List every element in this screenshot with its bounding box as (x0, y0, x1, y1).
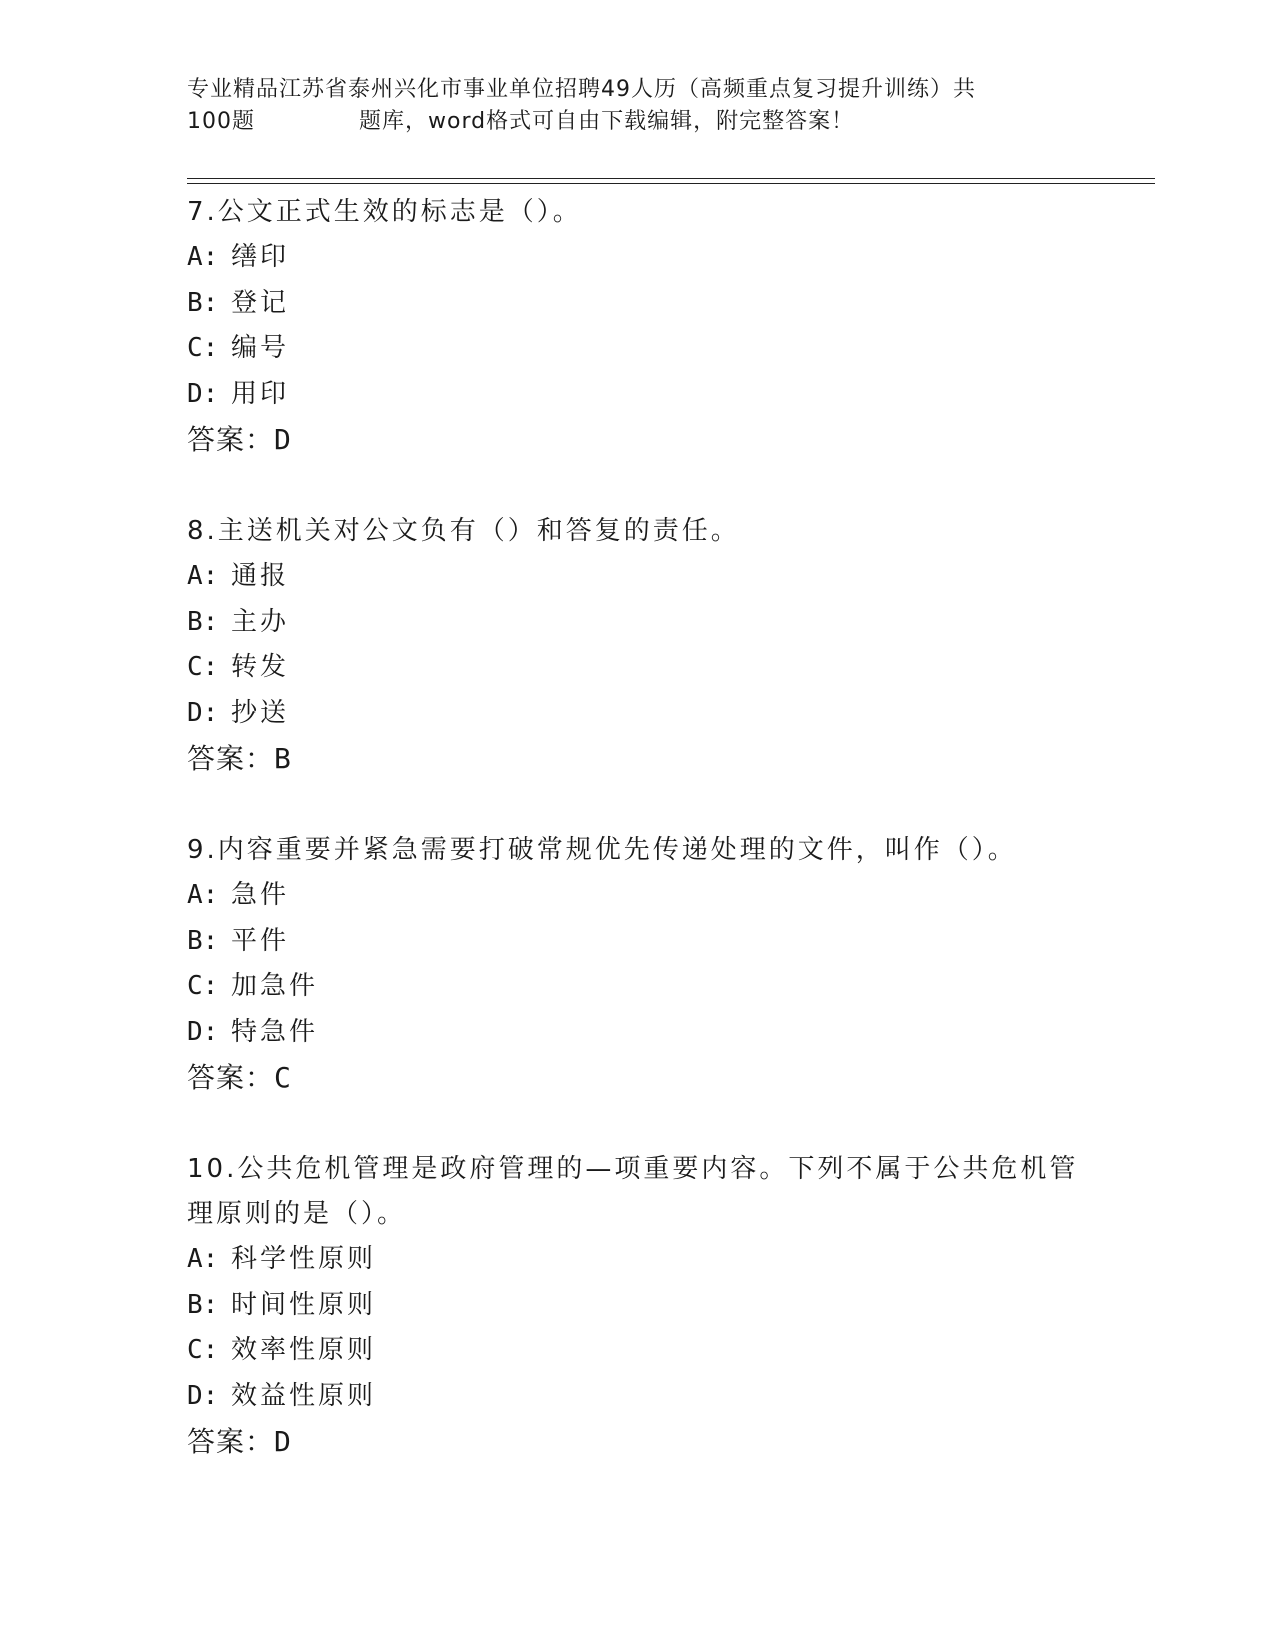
header-line-1: 专业精品江苏省泰州兴化市事业单位招聘49人历（高频重点复习提升训练）共 (187, 77, 976, 102)
option-letter: C: (187, 1335, 219, 1365)
question-7 (187, 190, 1087, 463)
option-text: 转发 (231, 652, 290, 682)
option-b (187, 1283, 1087, 1329)
option-c (187, 326, 1087, 372)
question-text-line-2: 理原则的是（）。 (187, 1199, 407, 1229)
question-10 (187, 1147, 1087, 1465)
question-8 (187, 509, 1087, 782)
option-text: 效率性原则 (231, 1335, 377, 1365)
option-letter: B: (187, 925, 219, 956)
question-list (187, 190, 1087, 1511)
option-text: 通报 (231, 561, 290, 591)
answer-label: 答案： (187, 1061, 275, 1094)
answer-line (187, 1419, 1087, 1465)
option-d (187, 372, 1087, 418)
option-text: 用印 (231, 378, 290, 409)
option-d (187, 1010, 1087, 1056)
answer-line (187, 736, 1087, 782)
header-divider-top (187, 178, 1155, 179)
option-a (187, 873, 1087, 919)
question-text-line-1: 10.公共危机管理是政府管理的—项重要内容。下列不属于公共危机管 (187, 1154, 1079, 1184)
option-text: 抄送 (231, 697, 290, 728)
option-a (187, 1237, 1087, 1283)
question-text: 9.内容重要并紧急需要打破常规优先传递处理的文件，叫作（）。 (187, 835, 1017, 865)
question-9 (187, 828, 1087, 1101)
option-c (187, 1328, 1087, 1374)
option-a (187, 235, 1087, 281)
option-text: 平件 (231, 925, 290, 956)
option-text: 科学性原则 (231, 1244, 377, 1274)
answer-label: 答案： (187, 1425, 275, 1458)
option-letter: A: (187, 242, 219, 272)
option-text: 登记 (231, 287, 290, 318)
header-description: 题库，word格式可自由下载编辑，附完整答案！ (359, 109, 855, 134)
answer-value: C (274, 1061, 291, 1094)
option-b (187, 600, 1087, 646)
answer-label: 答案： (187, 742, 275, 775)
option-b (187, 281, 1087, 327)
answer-value: D (274, 1425, 291, 1458)
option-letter: B: (187, 606, 219, 637)
header-count: 100题 (187, 109, 255, 134)
option-d (187, 1374, 1087, 1420)
option-b (187, 919, 1087, 965)
option-text: 编号 (231, 333, 290, 363)
option-a (187, 554, 1087, 600)
option-letter: B: (187, 287, 219, 318)
question-text: 7.公文正式生效的标志是（）。 (187, 197, 582, 227)
option-c (187, 645, 1087, 691)
option-letter: C: (187, 971, 219, 1001)
option-letter: D: (187, 697, 219, 728)
option-text: 加急件 (231, 971, 319, 1001)
answer-value: D (274, 423, 291, 456)
option-letter: A: (187, 880, 219, 910)
answer-value: B (274, 742, 291, 775)
option-letter: A: (187, 1244, 219, 1274)
option-c (187, 964, 1087, 1010)
option-letter: D: (187, 1016, 219, 1047)
option-letter: C: (187, 652, 219, 682)
option-text: 时间性原则 (231, 1289, 377, 1320)
option-letter: A: (187, 561, 219, 591)
option-text: 特急件 (231, 1016, 319, 1047)
answer-line (187, 1055, 1087, 1101)
option-letter: D: (187, 378, 219, 409)
option-text: 主办 (231, 606, 290, 637)
header-line-2 (187, 106, 1067, 138)
question-text: 8.主送机关对公文负有（）和答复的责任。 (187, 516, 740, 546)
option-text: 效益性原则 (231, 1380, 377, 1411)
option-d (187, 691, 1087, 737)
document-header (187, 74, 1067, 138)
answer-line (187, 417, 1087, 463)
answer-label: 答案： (187, 423, 275, 456)
option-letter: D: (187, 1380, 219, 1411)
header-divider-bottom (187, 183, 1155, 184)
option-text: 急件 (231, 880, 290, 910)
option-text: 缮印 (231, 242, 290, 272)
option-letter: C: (187, 333, 219, 363)
option-letter: B: (187, 1289, 219, 1320)
